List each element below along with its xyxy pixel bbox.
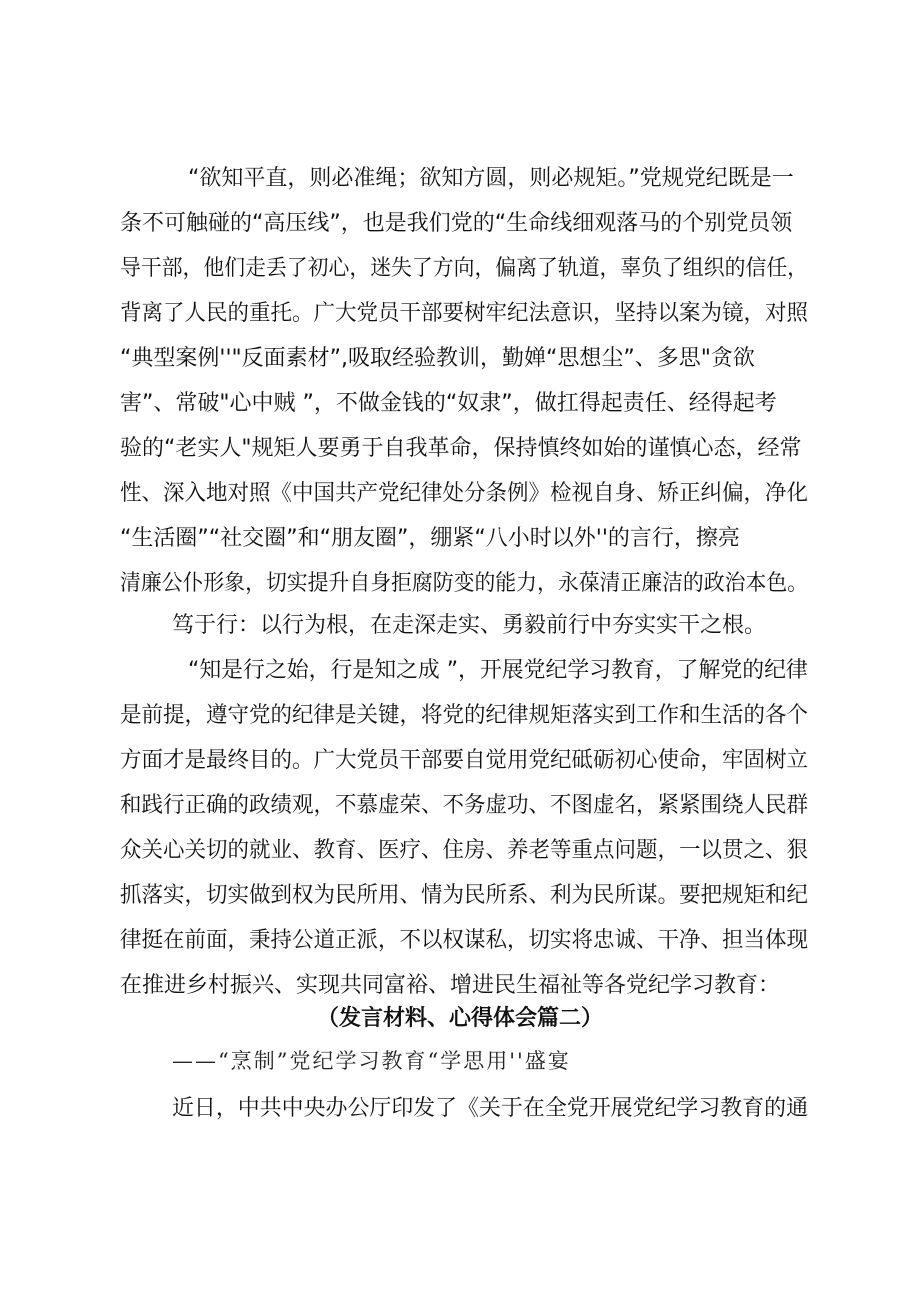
text-line: 律挺在前面，秉持公道正派，不以权谋私，切实将忠诚、干净、担当体现 bbox=[120, 928, 809, 953]
text-line: 方面才是最终目的。广大党员干部要自觉用党纪砥砺初心使命，牢固树立 bbox=[120, 748, 809, 773]
text-line: 清廉公仆形象，切实提升自身拒腐防变的能力，永葆清正廉洁的政治本色。 bbox=[120, 571, 809, 596]
text-line: 和践行正确的政绩观，不慕虚荣、不务虚功、不图虚名，紧紧围绕人民群 bbox=[120, 793, 809, 818]
text-line: 是前提，遵守党的纪律是关键，将党的纪律规矩落实到工作和生活的各个 bbox=[120, 703, 809, 728]
text-line: 条不可触碰的“高压线”，也是我们党的“生命线细观落马的个别党员领 bbox=[120, 211, 793, 236]
text-line: 导干部，他们走丢了初心，迷失了方向，偏离了轨道，辜负了组织的信任， bbox=[120, 256, 809, 281]
section-heading: （发言材料、心得体会篇二） bbox=[316, 1006, 603, 1031]
text-line: “欲知平直，则必准绳；欲知方圆，则必规矩。”党规党纪既是一 bbox=[188, 166, 794, 191]
text-line: 笃于行：以行为根，在走深走实、勇毅前行中夯实实干之根。 bbox=[172, 613, 767, 638]
text-line: 害”、常破"心中贼 ”，不做金钱的“奴隶”，做扛得起责任、经得起考 bbox=[120, 391, 777, 416]
text-line: 在推进乡村振兴、实现共同富裕、增进民生福祉等各党纪学习教育： bbox=[120, 973, 781, 998]
text-line: “典型案例''"反面素材”,吸取经验教训，勤婵“思想尘”、多思"贪欲 bbox=[120, 346, 755, 371]
text-line: 验的“老实人"规矩人要勇于自我革命，保持慎终如始的谨慎心态，经常 bbox=[120, 436, 802, 461]
text-line: 众关心关切的就业、教育、医疗、住房、养老等重点问题，一以贯之、狠 bbox=[120, 838, 809, 863]
text-line: 近日，中共中央办公厅印发了《关于在全党开展党纪学习教育的通 bbox=[172, 1096, 809, 1121]
section-subtitle: ——“烹制”党纪学习教育“学思用''盛宴 bbox=[172, 1049, 571, 1073]
text-line: “知是行之始，行是知之成 ”，开展党纪学习教育，了解党的纪律 bbox=[188, 658, 808, 683]
text-line: 背离了人民的重托。广大党员干部要树牢纪法意识，坚持以案为镜，对照 bbox=[120, 301, 809, 326]
text-line: “生活圈”“社交圈”和“朋友圈”，绷紧“八小时以外''的言行，擦亮 bbox=[120, 526, 740, 551]
text-line: 抓落实，切实做到权为民所用、情为民所系、利为民所谋。要把规矩和纪 bbox=[120, 883, 809, 908]
text-line: 性、深入地对照《中国共产党纪律处分条例》检视自身、矫正纠偏，净化 bbox=[120, 481, 809, 506]
